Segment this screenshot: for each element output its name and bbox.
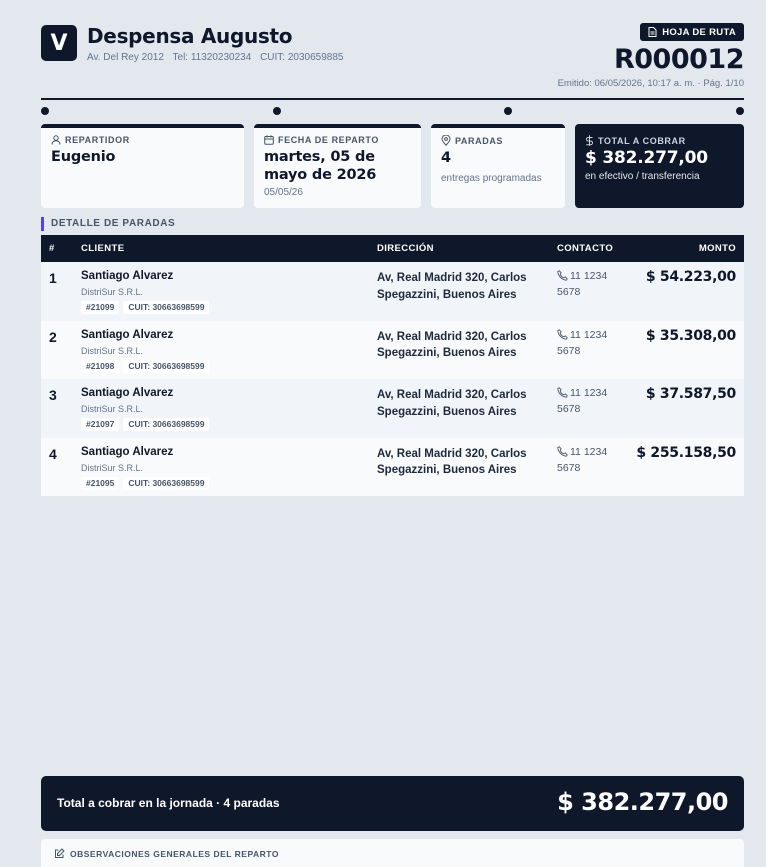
document-type-label: HOJA DE RUTA — [662, 26, 736, 38]
header-client: CLIENTE — [81, 243, 125, 254]
cuit-tag: CUIT: 30663698599 — [123, 418, 209, 431]
phone-part-a: 11 1234 — [570, 270, 608, 282]
client-tags — [81, 418, 209, 431]
stop-amount: $ 37.587,50 — [645, 386, 736, 402]
section-title: DETALLE DE PARADAS — [41, 217, 175, 231]
client-tags — [81, 477, 209, 490]
order-tag: #21099 — [81, 301, 119, 314]
business-logo — [41, 25, 77, 61]
stops-table — [41, 235, 744, 496]
total-card — [575, 124, 744, 208]
stop-number: 2 — [49, 328, 57, 345]
business-address: Av. Del Rey 2012 — [87, 52, 164, 63]
footer-total-amount: $ 382.277,00 — [557, 788, 728, 816]
client-address: Av, Real Madrid 320, Carlos Spegazzini, Buenos Aires — [377, 389, 527, 418]
client-tags — [81, 360, 209, 373]
phone-icon — [557, 329, 568, 340]
driver-card — [41, 124, 244, 208]
client-address: Av, Real Madrid 320, Carlos Spegazzini, Buenos Aires — [377, 272, 527, 301]
date-card — [254, 124, 421, 208]
phone-part-a: 11 1234 — [570, 445, 608, 458]
timeline-dot — [273, 107, 281, 115]
document-type-badge — [640, 23, 744, 41]
business-cuit: CUIT: 2030659885 — [260, 52, 344, 63]
timeline-dot — [41, 107, 49, 115]
phone-part-b: 5678 — [557, 344, 581, 357]
order-tag: #21098 — [81, 360, 119, 373]
user-icon — [51, 135, 61, 145]
document-emitted-date: Emitido: 06/05/2026, 10:17 a. m. · Pág. 1/10 — [557, 78, 744, 89]
client-contact — [557, 444, 621, 476]
stop-amount: $ 54.223,00 — [645, 269, 736, 285]
stop-amount: $ 255.158,50 — [636, 444, 736, 461]
logo-letter: V — [50, 30, 68, 56]
client-company: DistriSur S.R.L. — [81, 345, 144, 356]
phone-icon — [557, 270, 568, 281]
driver-name: Eugenio — [51, 149, 116, 165]
header-address: DIRECCIÓN — [377, 243, 434, 254]
cuit-tag: CUIT: 30663698599 — [123, 360, 209, 373]
document-icon — [648, 27, 657, 37]
client-contact — [557, 327, 621, 359]
phone-icon — [557, 446, 568, 457]
total-payment-methods: en efectivo / transferencia — [585, 171, 700, 182]
dollar-icon — [585, 135, 594, 146]
business-phone: Tel: 11320230234 — [172, 52, 252, 63]
timeline-dot — [736, 107, 744, 115]
total-card-label: TOTAL A COBRAR — [585, 135, 734, 146]
driver-card-label: REPARTIDOR — [51, 135, 234, 145]
stops-card-label: PARADAS — [441, 135, 555, 146]
phone-icon — [557, 387, 568, 398]
document-number: R000012 — [613, 44, 744, 75]
client-contact — [557, 268, 621, 300]
client-company: DistriSur S.R.L. — [81, 287, 144, 297]
date-card-label: FECHA DE REPARTO — [264, 135, 411, 145]
timeline-dot — [504, 107, 512, 115]
table-header — [41, 235, 744, 262]
total-amount: $ 382.277,00 — [585, 148, 708, 168]
calendar-icon — [264, 135, 274, 145]
table-row — [41, 438, 744, 497]
business-meta — [87, 52, 349, 63]
stop-number: 1 — [49, 270, 57, 286]
document-header — [41, 22, 744, 92]
client-name: Santiago Alvarez — [81, 270, 174, 282]
order-tag: #21097 — [81, 418, 119, 431]
table-row — [41, 379, 744, 438]
stops-subtitle: entregas programadas — [441, 173, 542, 184]
stop-number: 3 — [49, 387, 57, 403]
observations-box — [41, 839, 744, 867]
client-name: Santiago Alvarez — [81, 445, 174, 458]
observations-label: OBSERVACIONES GENERALES DEL REPARTO — [54, 848, 279, 859]
cuit-tag: CUIT: 30663698599 — [123, 477, 209, 490]
client-name: Santiago Alvarez — [81, 387, 174, 399]
map-pin-icon — [441, 135, 451, 146]
cuit-tag: CUIT: 30663698599 — [123, 301, 209, 314]
edit-icon — [54, 848, 65, 859]
table-row — [41, 262, 744, 321]
phone-part-a: 11 1234 — [570, 387, 608, 399]
stops-card — [431, 124, 565, 208]
client-contact — [557, 385, 621, 417]
stop-amount: $ 35.308,00 — [645, 327, 736, 344]
client-tags — [81, 301, 209, 314]
stop-number: 4 — [49, 445, 57, 462]
table-row — [41, 321, 744, 380]
header-num: # — [49, 243, 55, 254]
phone-part-b: 5678 — [557, 403, 581, 415]
header-amount: MONTO — [698, 243, 736, 254]
phone-part-a: 11 1234 — [570, 328, 608, 341]
delivery-date-short: 05/05/26 — [264, 187, 303, 198]
business-name: Despensa Augusto — [87, 24, 293, 48]
client-name: Santiago Alvarez — [81, 328, 174, 341]
footer-total-bar — [41, 776, 744, 831]
delivery-date: martes, 05 de mayo de 2026 — [264, 149, 377, 183]
phone-part-b: 5678 — [557, 286, 581, 298]
client-company: DistriSur S.R.L. — [81, 404, 144, 414]
order-tag: #21095 — [81, 477, 119, 490]
client-address: Av, Real Madrid 320, Carlos Spegazzini, Buenos Aires — [377, 447, 527, 476]
client-company: DistriSur S.R.L. — [81, 462, 144, 473]
client-address: Av, Real Madrid 320, Carlos Spegazzini, Buenos Aires — [377, 330, 527, 359]
header-divider — [41, 98, 744, 100]
header-contact: CONTACTO — [557, 243, 614, 254]
footer-total-label: Total a cobrar en la jornada · 4 paradas — [57, 796, 280, 810]
stops-count: 4 — [441, 150, 451, 166]
phone-part-b: 5678 — [557, 461, 581, 474]
